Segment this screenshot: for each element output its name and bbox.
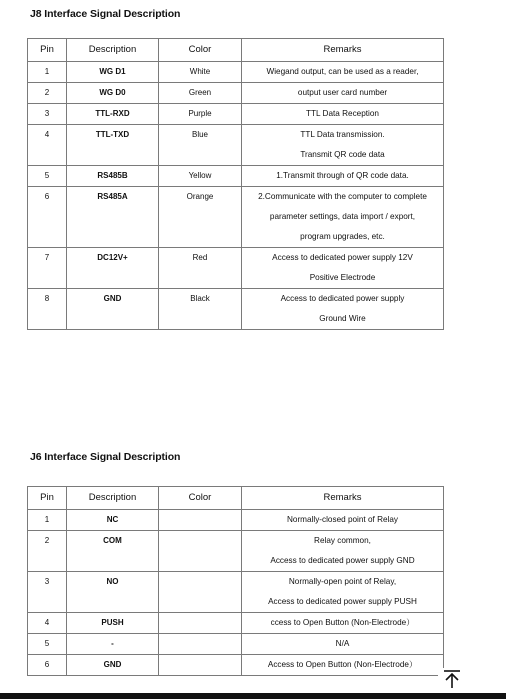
header-description: Description bbox=[67, 487, 159, 510]
remarks-cell bbox=[242, 166, 444, 187]
pin-cell: 5 bbox=[28, 166, 67, 187]
remarks-cell bbox=[242, 104, 444, 125]
table-row bbox=[28, 572, 444, 613]
header-remarks: Remarks bbox=[242, 39, 444, 62]
remarks-line: ccess to Open Button (Non-Electrode） bbox=[270, 618, 415, 627]
pin-cell: 7 bbox=[28, 248, 67, 289]
color-cell: Orange bbox=[159, 187, 242, 248]
header-remarks: Remarks bbox=[242, 487, 444, 510]
remarks-cell bbox=[242, 510, 444, 531]
color-cell bbox=[159, 572, 242, 613]
remarks-line: Transmit QR code data bbox=[300, 150, 385, 159]
remarks-cell bbox=[242, 531, 444, 572]
j6-signal-table bbox=[27, 486, 444, 676]
description-cell: PUSH bbox=[67, 613, 159, 634]
description-cell: TTL-TXD bbox=[67, 125, 159, 166]
remarks-cell bbox=[242, 83, 444, 104]
remarks-line: Normally-closed point of Relay bbox=[286, 515, 399, 524]
remarks-cell bbox=[242, 125, 444, 166]
remarks-cell bbox=[242, 572, 444, 613]
j6-section-title: J6 Interface Signal Description bbox=[30, 451, 181, 463]
description-cell: TTL-RXD bbox=[67, 104, 159, 125]
j8-section-title: J8 Interface Signal Description bbox=[30, 8, 181, 20]
color-cell bbox=[159, 655, 242, 676]
pin-cell: 3 bbox=[28, 104, 67, 125]
table-row bbox=[28, 289, 444, 330]
table-row bbox=[28, 166, 444, 187]
description-cell: NC bbox=[67, 510, 159, 531]
description-cell: COM bbox=[67, 531, 159, 572]
pin-cell: 1 bbox=[28, 62, 67, 83]
description-cell: WG D0 bbox=[67, 83, 159, 104]
remarks-line: TTL Data Reception bbox=[306, 109, 379, 118]
color-cell: White bbox=[159, 62, 242, 83]
remarks-line: Ground Wire bbox=[319, 314, 366, 323]
table-row bbox=[28, 125, 444, 166]
remarks-cell bbox=[242, 62, 444, 83]
table-header-row bbox=[28, 39, 444, 62]
table-row bbox=[28, 187, 444, 248]
color-cell: Red bbox=[159, 248, 242, 289]
header-color: Color bbox=[159, 487, 242, 510]
header-pin: Pin bbox=[28, 39, 67, 62]
table-row bbox=[28, 104, 444, 125]
color-cell: Yellow bbox=[159, 166, 242, 187]
header-color: Color bbox=[159, 39, 242, 62]
color-cell: Purple bbox=[159, 104, 242, 125]
table-row bbox=[28, 248, 444, 289]
remarks-line: program upgrades, etc. bbox=[300, 232, 385, 241]
description-cell: NO bbox=[67, 572, 159, 613]
description-cell: RS485B bbox=[67, 166, 159, 187]
remarks-cell bbox=[242, 655, 444, 676]
remarks-line: Access to dedicated power supply PUSH bbox=[268, 597, 417, 606]
pin-cell: 6 bbox=[28, 655, 67, 676]
remarks-line: Wiegand output, can be used as a reader, bbox=[266, 67, 419, 76]
remarks-cell bbox=[242, 289, 444, 330]
remarks-line: Access to dedicated power supply bbox=[280, 294, 405, 303]
pin-cell: 2 bbox=[28, 83, 67, 104]
pin-cell: 3 bbox=[28, 572, 67, 613]
remarks-line: Positive Electrode bbox=[309, 273, 376, 282]
pin-cell: 2 bbox=[28, 531, 67, 572]
pin-cell: 4 bbox=[28, 125, 67, 166]
color-cell: Blue bbox=[159, 125, 242, 166]
table-row bbox=[28, 655, 444, 676]
description-cell: RS485A bbox=[67, 187, 159, 248]
pin-cell: 4 bbox=[28, 613, 67, 634]
color-cell bbox=[159, 613, 242, 634]
color-cell bbox=[159, 634, 242, 655]
arrow-up-bar-icon bbox=[441, 668, 463, 690]
remarks-line: 1.Transmit through of QR code data. bbox=[276, 171, 409, 180]
remarks-line: Access to dedicated power supply 12V bbox=[272, 253, 413, 262]
pin-cell: 5 bbox=[28, 634, 67, 655]
remarks-cell bbox=[242, 248, 444, 289]
remarks-line: Access to Open Button (Non-Electrode） bbox=[267, 660, 418, 669]
remarks-line: Relay common, bbox=[314, 536, 371, 545]
description-cell: DC12V+ bbox=[67, 248, 159, 289]
pin-cell: 1 bbox=[28, 510, 67, 531]
table-row bbox=[28, 510, 444, 531]
color-cell: Black bbox=[159, 289, 242, 330]
bottom-bar bbox=[0, 693, 506, 699]
table-row bbox=[28, 83, 444, 104]
color-cell bbox=[159, 531, 242, 572]
color-cell bbox=[159, 510, 242, 531]
remarks-line: parameter settings, data import / export, bbox=[269, 212, 416, 221]
table-row bbox=[28, 634, 444, 655]
description-cell: WG D1 bbox=[67, 62, 159, 83]
table-row bbox=[28, 531, 444, 572]
header-description: Description bbox=[67, 39, 159, 62]
remarks-line: N/A bbox=[335, 639, 350, 648]
table-row bbox=[28, 62, 444, 83]
header-pin: Pin bbox=[28, 487, 67, 510]
remarks-cell bbox=[242, 634, 444, 655]
description-cell: - bbox=[67, 634, 159, 655]
color-cell: Green bbox=[159, 83, 242, 104]
j8-signal-table bbox=[27, 38, 444, 330]
remarks-line: TTL Data transmission. bbox=[300, 130, 385, 139]
remarks-cell bbox=[242, 187, 444, 248]
description-cell: GND bbox=[67, 289, 159, 330]
remarks-line: output user card number bbox=[297, 88, 388, 97]
remarks-line: 2.Communicate with the computer to complete bbox=[258, 192, 427, 201]
scroll-to-top-icon[interactable] bbox=[438, 668, 466, 690]
description-cell: GND bbox=[67, 655, 159, 676]
remarks-line: Access to dedicated power supply GND bbox=[270, 556, 415, 565]
table-row bbox=[28, 613, 444, 634]
pin-cell: 8 bbox=[28, 289, 67, 330]
remarks-cell bbox=[242, 613, 444, 634]
pin-cell: 6 bbox=[28, 187, 67, 248]
remarks-line: Normally-open point of Relay, bbox=[288, 577, 397, 586]
table-header-row bbox=[28, 487, 444, 510]
